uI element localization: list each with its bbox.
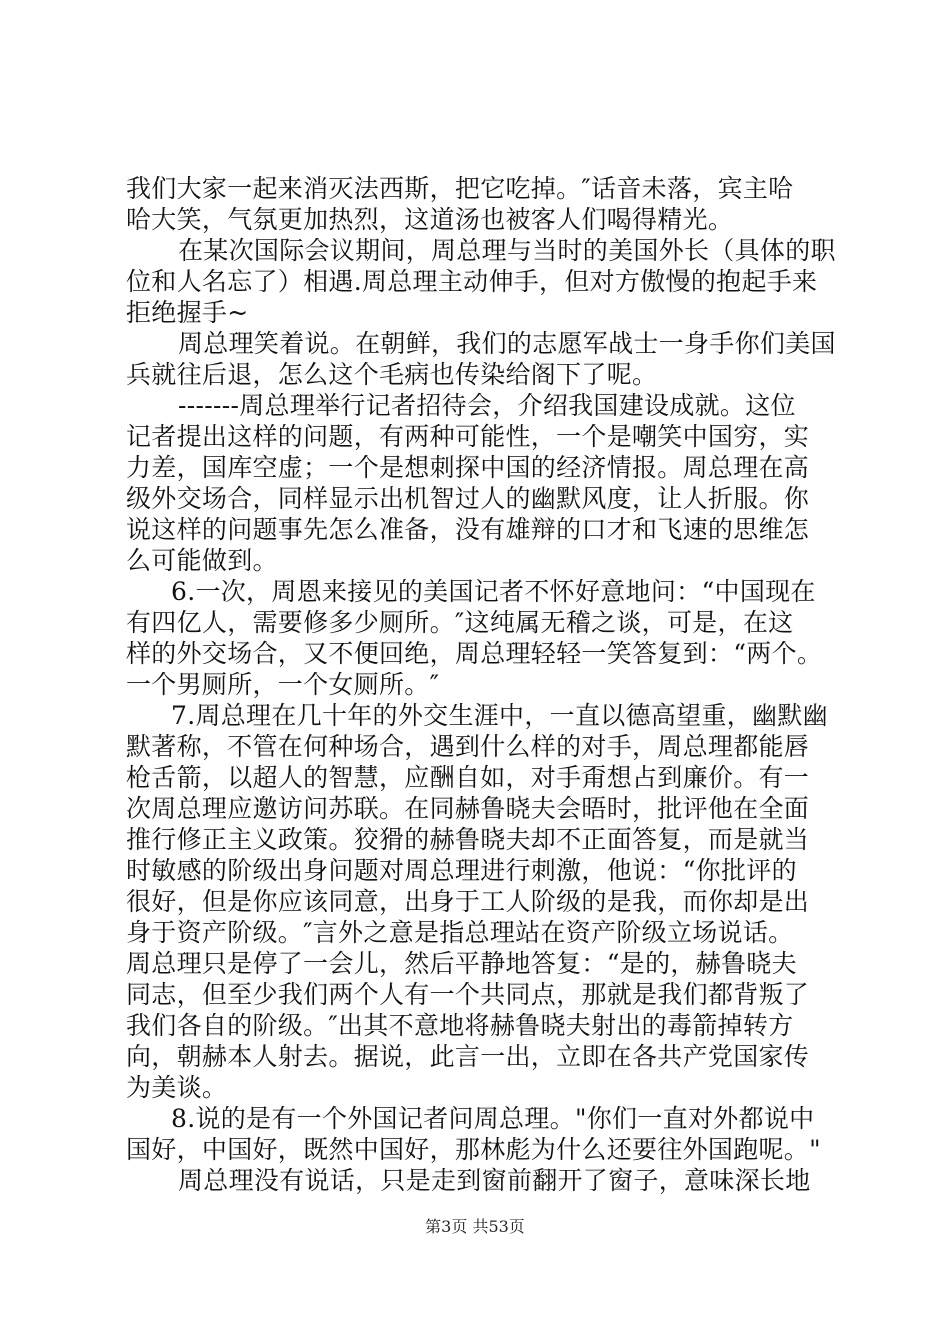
text-line: 级外交场合，同样显示出机智过人的幽默风度，让人折服。你 [126,484,810,513]
text-line: 8.说的是有一个外国记者问周总理。"你们一直对外都说中 [171,1104,815,1133]
page-number-footer: 第3页 共53页 [425,1217,525,1236]
text-line: 在某次国际会议期间，周总理与当时的美国外长（具体的职 [178,236,836,265]
text-line: 推行修正主义政策。狡猾的赫鲁晓夫却不正面答复，而是就当 [126,825,810,854]
text-line: 样的外交场合，又不便回绝，周总理轻轻一笑答复到：“两个。 [126,639,823,668]
text-line: 一个男厕所，一个女厕所。″ [126,670,440,699]
text-line: 说这样的问题事先怎么准备，没有雄辩的口才和飞速的思维怎 [126,515,810,544]
text-line: 很好，但是你应该同意，出身于工人阶级的是我，而你却是出 [126,887,810,916]
text-line: 身于资产阶级。″言外之意是指总理站在资产阶级立场说话。 [126,918,794,947]
text-line: -------周总理举行记者招待会，介绍我国建设成就。这位 [178,391,796,420]
text-line: 默著称，不管在何种场合，遇到什么样的对手，周总理都能唇 [126,732,810,761]
text-line: 位和人名忘了）相遇.周总理主动伸手，但对方傲慢的抱起手来 [126,267,818,296]
text-line: 次周总理应邀访问苏联。在同赫鲁晓夫会晤时，批评他在全面 [126,794,810,823]
text-line: 7.周总理在几十年的外交生涯中，一直以德高望重，幽默幽 [171,701,828,730]
text-line: 有四亿人，需要修多少厕所。″这纯属无稽之谈，可是，在这 [126,608,794,637]
text-line: 为美谈。 [126,1073,228,1102]
text-line: 力差，国库空虚；一个是想刺探中国的经济情报。周总理在高 [126,453,810,482]
text-line: 国好，中国好，既然中国好，那林彪为什么还要往外国跑呢。" [126,1135,821,1164]
text-line: 周总理没有说话，只是走到窗前翻开了窗子，意味深长地 [178,1166,811,1195]
text-line: 拒绝握手~ [126,298,249,327]
text-line: 周总理笑着说。在朝鲜，我们的志愿军战士一身手你们美国 [178,329,836,358]
text-line: 6.一次，周恩来接见的美国记者不怀好意地问：“中国现在 [171,577,816,606]
text-line: 同志，但至少我们两个人有一个共同点，那就是我们都背叛了 [126,980,810,1009]
text-line: 兵就往后退，怎么这个毛病也传染给阁下了呢。 [126,360,658,389]
text-line: 时敏感的阶级出身问题对周总理进行刺激，他说：“你批评的 [126,856,797,885]
text-line: 我们各自的阶级。″出其不意地将赫鲁晓夫射出的毒箭掉转方 [126,1011,794,1040]
text-line: 么可能做到。 [126,546,278,575]
text-line: 我们大家一起来消灭法西斯，把它吃掉。″话音未落，宾主哈 [126,174,794,203]
text-line: 记者提出这样的问题，有两种可能性，一个是嘲笑中国穷，实 [126,422,810,451]
text-line: 向，朝赫本人射去。据说，此言一出，立即在各共产党国家传 [126,1042,810,1071]
text-line: 哈大笑，气氛更加热烈，这道汤也被客人们喝得精光。 [126,205,734,234]
text-line: 周总理只是停了一会儿，然后平静地答复：“是的，赫鲁晓夫 [126,949,797,978]
text-line: 枪舌箭，以超人的智慧，应酬自如，对手甭想占到廉价。有一 [126,763,810,792]
